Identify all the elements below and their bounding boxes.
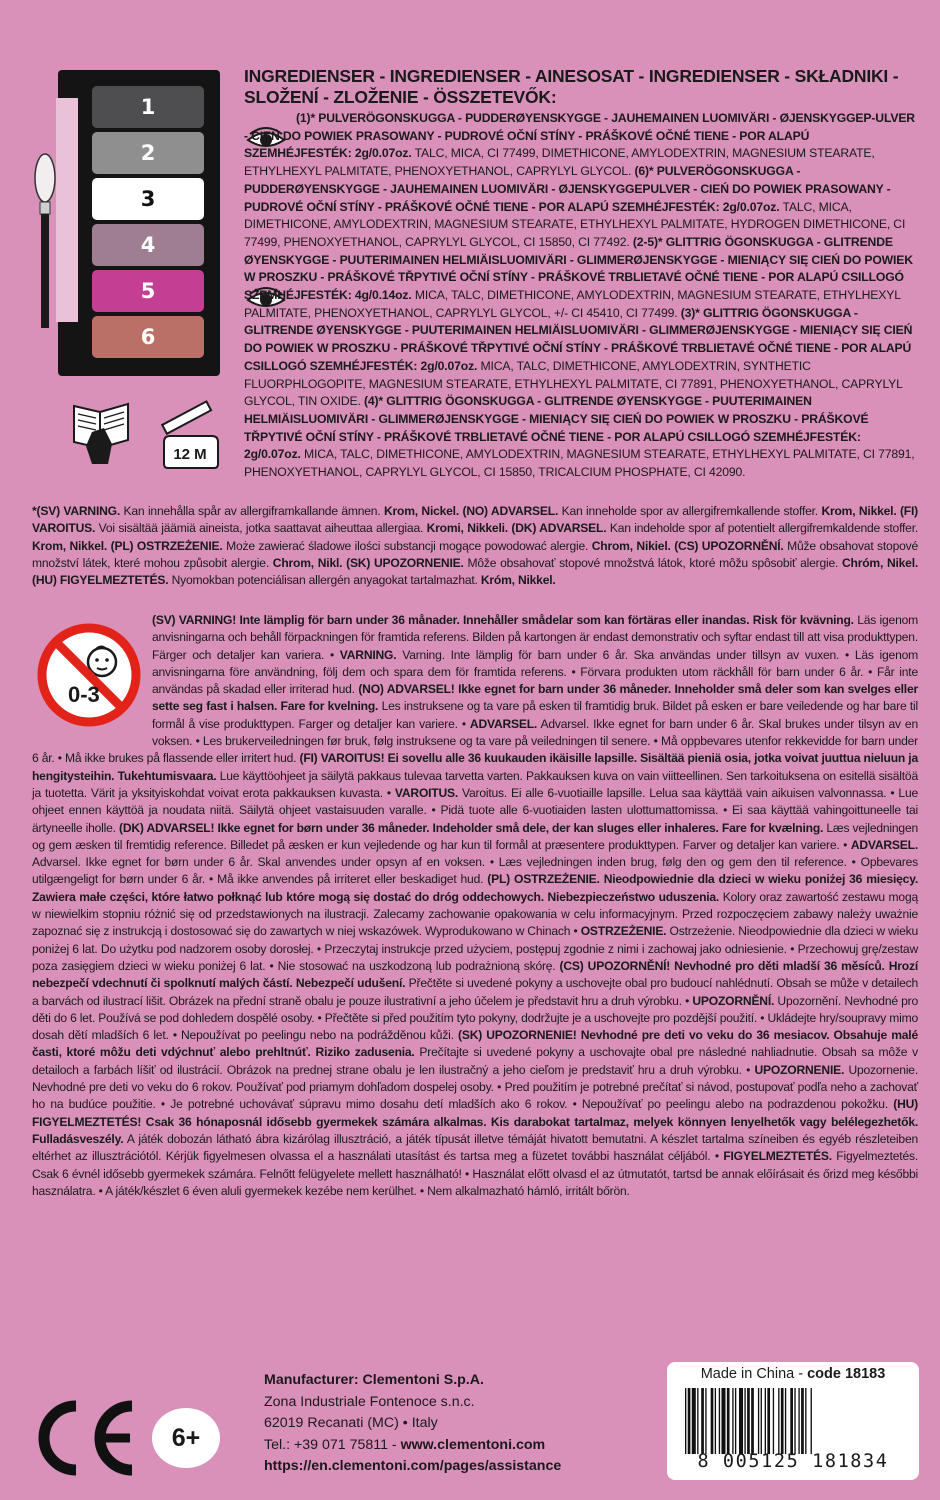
safety-warnings (32, 612, 918, 1200)
warning-sv-heading-2: VARNING. (339, 647, 397, 662)
allergy-sk-heading: (SK) UPOZORNENIE. (342, 555, 464, 570)
shade-6-name: (6)* PULVERÖGONSKUGGA - PUDDERØYENSKYGGE - JAUHEMAINEN LUOMIVÄRI - ØJENSKYGGEPULVER - CIEŃ DO POWIEK PRASOWANY - PUDROVÉ OČNÍ STÍNY - PRÁŠKOVÉ OČNÉ TIENE - POR ALAPÚ SZEMHÉJFESTÉK: 2g/0.07oz. (244, 164, 891, 214)
warning-sk-2: Upozornenie. Nevhodné pre deti vo veku do 6 rokov. Používať pod priamym dohľadom dospelej osoby. • Pred použitím je potrebné prečítať si návod, postupovať podľa neho a zachovať ho na budúce použitie. • Je potrebné uchovávať súpravu mimo dosahu detí mladších ako 6 rokov. • Nepoužívať po peelingu alebo na podrazdenou pokožku. (32, 1062, 918, 1112)
warning-sk-heading: (SK) UPOZORNENIE! Nevhodné pre deti vo veku do 36 mesiacov. Obsahuje malé časti, ktoré môžu deti vdýchnuť alebo prehltnúť. Riziko zadusenia. (32, 1028, 918, 1060)
allergy-dk: Kan indeholde spor af potentielt allergifremkaldende stoffer. (606, 521, 919, 536)
barcode-bar (705, 1388, 706, 1454)
age-badge: 6+ (152, 1408, 220, 1468)
allergy-sv: Kan innehålla spår av allergiframkallande ämnen. (120, 504, 384, 518)
barcode-bar (727, 1388, 730, 1454)
warning-no: Les instruksene og ta vare på esken til framtidig bruk. Bildet på esken er bare veiledende og har bare til formål å vise produkttypen. Farger og detaljer kan variere. • (152, 699, 918, 731)
warning-sv-2: Varning. Inte lämplig för barn under 6 år. Ska användas under tillsyn av vuxen. • Läs igenom anvisningarna före användning, följ dem och spara dem för framtida referens. • Förvara produkten utom räckhåll för barn under 6 år. • Får inte användas på skadad eller irriterad hud. (152, 647, 918, 697)
warning-fi-2: Varoitus. Ei alle 6-vuotiaille lapsille. Lelua saa käyttää vain aikuisen valvonnassa. • Lue ohjeet ennen käyttöä ja noudata niitä. Säilytä ohjeet vastaisuuden varalle. • Pidä tuote alle 6-vuotiaiden lasten ulottumattomissa. • Ei saa käyttää vahingoittuneelle tai ärtyneelle iholle. (32, 785, 918, 835)
barcode-bar (811, 1388, 812, 1454)
warning-cs-heading: (CS) UPOZORNĚNÍ! Nevhodné pro děti mladší 36 měsíců. Hrozí nebezpečí vdechnutí či spolknutí malých částí. Nebezpečí udušení. (32, 958, 918, 991)
icon-spacer (32, 612, 152, 734)
allergy-fi-heading: (FI) VAROITUS. (32, 504, 918, 536)
barcode-bar (692, 1388, 696, 1454)
barcode-bar (697, 1388, 698, 1454)
warning-hu-heading-2: FIGYELMEZTETÉS. (723, 1149, 832, 1164)
phone: Tel.: +39 071 75811 - (264, 1436, 401, 1453)
allergy-dk-metals: Krom, Nikkel. (32, 538, 108, 553)
allergy-hu-metals: Króm, Nikkel. (480, 573, 556, 588)
allergy-fi-metals: Kromi, Nikkeli. (426, 521, 508, 536)
barcode-bar (732, 1388, 733, 1454)
warning-dk-heading: (DK) ADVARSEL! Ikke egnet for børn under 36 måneder. Indeholder små dele, der kan sluges eller inhaleres. Fare for kvælning. (115, 820, 824, 835)
warning-pl-heading: (PL) OSTRZEŻENIE. Nieodpowiednie dla dzieci w wieku poniżej 36 miesięcy. Zawiera małe części, które łatwo połknąć lub które mogą się dostać do dróg oddechowych. Niebezpieczeństwo uduszenia. (32, 872, 918, 904)
warning-sv-heading: (SV) VARNING! Inte lämplig för barn under 36 månader. Innehåller smådelar som kan förtäras eller inandas. Risk för kvävning. (152, 613, 854, 627)
title-line-2: SLOŽENÍ - ZLOŽENIE - ÖSSZETEVŐK: (244, 87, 557, 107)
warning-hu-2: Figyelmeztetés. Csak 6 évnél idősebb gyermekek számára. Felnőtt felügyelete mellett használható! • Használat előtt olvasd el az útmutatót, tartsd be annak előírásait és őrizd meg későbbi használatra. • A játék/készlet 6 éven aluli gyermekek kezébe nem kerülhet. • Nem alkalmazható hámló, irritált bőrön. (32, 1149, 918, 1198)
barcode-bar (739, 1388, 743, 1454)
ce-mark-icon (30, 1398, 140, 1478)
allergy-fi: Voi sisältää jäämiä aineista, jotka saattavat aiheuttaa allergiaa. (95, 521, 427, 536)
barcode-bar (785, 1388, 786, 1454)
barcode-bar (805, 1388, 806, 1454)
allergy-cs-metals: Chrom, Nikl. (272, 555, 343, 570)
barcode-bar (715, 1388, 716, 1454)
shade-4-ingredients: MICA, TALC, DIMETHICONE, AMYLODEXTRIN, MAGNESIUM STEARATE, ETHYLHEXYL PALMITATE, CI 77891, PHENOXYETHANOL, CAPRYLYL GLYCOL, CI 15850, TRICALCIUM PHOSPHATE, CI 42090. (244, 447, 915, 480)
warning-no-heading: (NO) ADVARSEL! Ikke egnet for barn under 36 måneder. Inneholder små deler som kan svelges eller sette seg fast i halsen. Fare for kvelning. (152, 682, 918, 714)
ingredients-list (30, 110, 918, 502)
warning-dk-heading-2: ADVARSEL. (850, 837, 918, 852)
allergy-cs-heading: (CS) UPOZORNĚNÍ. (670, 538, 784, 553)
barcode-bar (751, 1388, 754, 1454)
barcode-bar (758, 1388, 759, 1454)
shade-label: 3 (140, 187, 156, 211)
barcode-bar (721, 1388, 725, 1454)
barcode-bar (735, 1388, 736, 1454)
allergy-pl-heading: (PL) OSTRZEŻENIE. (107, 538, 223, 553)
shade-3-ingredients: MICA, TALC, DIMETHICONE, AMYLODEXTRIN, SYNTHETIC FLUORPHLOGOPITE, MAGNESIUM STEARATE, ETHYLHEXYL PALMITATE, CI 77891, PHENOXYETHANOL, CAPRYLYL GLYCOL, TIN OXIDE. (244, 358, 903, 409)
made-in: Made in China - (700, 1366, 808, 1382)
title-line-1: INGREDIENSER - INGREDIENSER - AINESOSAT - INGREDIENSER - SKŁADNIKI - (244, 66, 899, 86)
ingredients-title (244, 66, 934, 108)
shade-1-name: (1)* PULVERÖGONSKUGGA - PUDDERØYENSKYGGE - JAUHEMAINEN LUOMIVÄRI - ØJENSKYGGEP-ULVER - CIEŃ DO POWIEK PRASOWANY - PUDROVÉ OČNÍ STÍNY - PRÁŠKOVÉ OČNÉ TIENE - POR ALAPÚ SZEMHÉJFESTÉK: 2g/0.07oz. (244, 111, 915, 161)
shade-label: 6 (140, 325, 156, 349)
assistance-link[interactable] (264, 1456, 664, 1478)
warning-hu: A játék dobozán látható ábra kizárólag illusztráció, a játék típusát illetve témáját hivatott bemutatni. A készlet tartalma színeiben és egyéb részleteiben eltérhet az illusztrációtól. Kérjük figyelmesen olvassa el a használati utasítást és tartsa meg a füzetet további használat céljából. • (32, 1131, 918, 1164)
warning-pl: Kolory oraz zawartość zestawu mogą w niewielkim stopniu różnić się od przedstawionych na ilustracji. Zalecamy zachowanie opakowania w celu informacyjnym. Przed rozpoczęciem zabawy należy uważnie zapoznać się z instrukcją i dostosować się do zawartych w niej wskazówek. Wyprodukowano w Chinach • (32, 889, 918, 939)
barcode-bar (781, 1388, 784, 1454)
warning-hu-heading: (HU) FIGYELMEZTETÉS! Csak 36 hónaposnál idősebb gyermekek számára alkalmas. Kis darabokat tartalmaz, melyek könnyen lenyelhetők vagy belélegezhetők. Fulladásveszély. (32, 1097, 918, 1146)
shade-2-5-ingredients: MICA, TALC, DIMETHICONE, AMYLODEXTRIN, MAGNESIUM STEARATE, ETHYLHEXYL PALMITATE, PHENOXYETHANOL, CAPRYLYL GLYCOL, +/- CI 45410, CI 77499. (244, 288, 901, 320)
shade-6-ingredients: TALC, MICA, DIMETHICONE, AMYLODEXTRIN, MAGNESIUM STEARATE, ETHYLHEXYL PALMITATE, HYDROGEN DIMETHICONE, CI 77499, PHENOXYETHANOL, CAPRYLYL GLYCOL, CI 15850, CI 77492. (244, 199, 906, 249)
product-code-line (667, 1366, 919, 1382)
shade-1-ingredients: TALC, MICA, CI 77499, DIMETHICONE, AMYLODEXTRIN, MAGNESIUM STEARATE, ETHYLHEXYL PALMITATE, PHENOXYETHANOL, CAPRYLYL GLYCOL. (244, 146, 875, 179)
warning-fi-heading-2: VAROITUS. (394, 785, 459, 800)
barcode-bar (778, 1388, 779, 1454)
barcode-bar (747, 1388, 750, 1454)
shade-4-name: (4)* GLITTRIG ÖGONSKUGGA - GLITRENDE ØYENSKYGGE - PUUTERIMAINEN HELMIÄISLUOMIVÄRI - GLIMMERØJENSKYGGE - MIENIĄCY SIĘ CIEŃ DO POWIEK W PROSZKU - PRÁŠKOVÉ TŘPYTIVÉ OČNÍ STÍNY - PRÁŠKOVÉ TRBLIETAVÉ OČNÉ TIENE - POR ALAPÚ CSILLOGÓ SZEMHÉJFESTÉK: 2g/0.07oz. (244, 394, 869, 462)
left-spacer (30, 110, 244, 502)
shade-2-5-name: (2-5)* GLITTRIG ÖGONSKUGGA - GLITRENDE ØYENSKYGGE - PUUTERIMAINEN HELMIÄISLUOMIVÄRI - GLIMMERØJENSKYGGE - MIENIĄCY SIĘ CIEŃ DO POWIEK W PROSZKU - PRÁŠKOVÉ TŘPYTIVÉ OČNÍ STÍNY - PRÁŠKOVÉ TRBLIETAVÉ OČNÉ TIENE - POR ALAPÚ CSILLOGÓ SZEMHÉJFESTÉK: 4g/0.14oz. (244, 234, 913, 303)
allergy-no: Kan inneholde spor av allergifremkallende stoffer. (558, 504, 822, 518)
barcode-bar (798, 1388, 799, 1454)
warning-dk-2: Advarsel. Ikke egnet for børn under 6 år. Skal anvendes under opsyn af en voksen. • Læs vejledningen inden brug, følg den og gem den til reference. • Opbevares utilgængeligt for børn under 6 år. • Må ikke anvendes på irriteret eller beskadiget hud. (32, 855, 918, 887)
barcode-icon (681, 1388, 905, 1454)
shade-label: 1 (140, 95, 156, 119)
manufacturer-info (264, 1370, 664, 1478)
barcode-bar (765, 1388, 766, 1454)
manufacturer-label: Manufacturer: (264, 1372, 363, 1388)
shade-label: 2 (140, 141, 156, 165)
warning-dk: Læs vejledningen og gem æsken til fremtidig reference. Billedet på æsken er kun vejledende og har kun til formål at præsentere produkttypen. Farver og detaljer kan variere. • (32, 820, 918, 852)
allergy-sk: Môže obsahovať stopové množstvá látok, ktoré môžu spôsobiť alergie. (463, 555, 842, 570)
allergy-no-heading: (NO) ADVARSEL. (459, 504, 559, 518)
barcode-digits: 8 005125 181834 (697, 1451, 889, 1472)
manufacturer-line (264, 1370, 664, 1392)
allergy-sv-heading: *(SV) VARNING. (32, 504, 121, 518)
barcode-bar (688, 1388, 691, 1454)
pao-label: 12 M (173, 446, 207, 463)
allergy-dk-heading: (DK) ADVARSEL. (507, 521, 607, 536)
website-link[interactable]: www.clementoni.com (400, 1436, 546, 1453)
barcode-bar (794, 1388, 795, 1454)
warning-no-heading-2: ADVARSEL. (469, 716, 538, 731)
barcode-bar (685, 1388, 686, 1454)
barcode-bar (701, 1388, 704, 1454)
warning-no-2: Advarsel. Ikke egnet for barn under 6 år. Skal brukes under tilsyn av en voksen. • Les brukerveiledningen før bruk, følg instruksene og ta vare på veiledningen til senere. • Må oppbevares utenfor rekkevidde for barn under 6 år. • Må ikke brukes på flassende eller irritert hud. (32, 716, 918, 766)
warning-pl-heading-2: OSTRZEŻENIE. (580, 924, 667, 939)
warning-pl-2: Ostrzeżenie. Nieodpowiednie dla dzieci w wieku poniżej 6 lat. Do użytku pod nadzorem osoby dorosłej. • Przeczytaj instrukcje przed użyciem, postępuj zgodnie z nimi i zachowaj jako odniesienie. • Przechowuj grę/zestaw poza zasięgiem dzieci w wieku poniżej 6 lat. • Nie stosować na uszkodzoną lub podrażnioną skórę. (32, 924, 918, 973)
allergy-hu-heading: (HU) FIGYELMEZTETÉS. (32, 573, 169, 588)
barcode-bar (801, 1388, 804, 1454)
allergy-pl: Może zawierać śladowe ilości substancji mogące powodować alergie. (222, 538, 592, 553)
product-code: code 18183 (807, 1366, 886, 1382)
barcode-bar (719, 1388, 720, 1454)
assistance-url[interactable]: https://en.clementoni.com/pages/assistance (264, 1458, 562, 1474)
address-line-1: Zona Industriale Fontenoce s.n.c. (264, 1393, 475, 1410)
barcode-bar (773, 1388, 774, 1454)
allergy-sv-metals: Krom, Nickel. (383, 504, 459, 518)
barcode-bar (711, 1388, 714, 1454)
address-line-2: 62019 Recanati (MC) • Italy (264, 1415, 438, 1431)
allergy-cs: Může obsahovat stopové množství látek, které mohou způsobit alergie. (32, 538, 918, 570)
barcode-bar (790, 1388, 793, 1454)
manufacturer-name: Clementoni S.p.A. (362, 1372, 484, 1388)
barcode-bar (744, 1388, 745, 1454)
allergy-pl-metals: Chrom, Nikiel. (591, 538, 671, 553)
shade-label: 5 (140, 279, 156, 303)
barcode-bar (767, 1388, 770, 1454)
warning-fi-heading: (FI) VAROITUS! Ei sovellu alle 36 kuukauden ikäisille lapsille. Sisältää pieniä osia, jotka voivat juuttua nieluun ja hengitysteihin. Tukehtumisvaara. (32, 751, 918, 783)
warning-sk: Prečítajte si uvedené pokyny a uschovajte obal pre následné nahliadnutie. Obsah sa môže v detailoch a farbách líšiť od ilustrácií. Obrázok na prednej strane obalu je len ilustračný a jeho cieľom je predstaviť hru a druh výrobku. • (32, 1045, 918, 1077)
warning-fi: Lue käyttöohjeet ja säilytä pakkaus tulevaa tarvetta varten. Pakkauksen kuva on vain viitteellinen. Sen tarkoituksena on esitellä sisältöä ja tuotetta. Värit ja yksityiskohdat voivat erota pakkauksen kuvasta. • (32, 768, 918, 800)
allergy-warning (32, 503, 918, 589)
warning-cs: Přečtěte si uvedené pokyny a uschovejte obal pro budoucí nahlédnutí. Obsah se může v detailech a barvách od ilustrací lišit. Obrázek na přední straně obalu je pouze ilustrativní a jeho účelem je představit hru a druh výrobku. • (32, 976, 918, 1008)
allergy-hu: Nyomokban potenciálisan allergén anyagokat tartalmazhat. (168, 573, 481, 588)
allergy-sk-metals: Chróm, Nikel. (842, 555, 919, 570)
age-range-label: 0-3 (68, 682, 100, 707)
allergy-no-metals: Krom, Nikkel. (821, 504, 897, 518)
warning-cs-heading-2: UPOZORNĚNÍ. (692, 993, 775, 1008)
contact-line (264, 1435, 664, 1457)
shade-label: 4 (140, 233, 156, 257)
warning-cs-2: Upozornění. Nevhodné pro děti do 6 let. Používá se pod dohledem dospělé osoby. • Přečtěte si před použitím tyto pokyny, dodržujte je a uschovejte pro pozdější použití. • Ukládejte hry/soupravy mimo dosah dětí mladších 6 let. • Nepoužívat po peelingu nebo na podrážděnou kůži. (32, 993, 918, 1043)
barcode-bar (761, 1388, 762, 1454)
warning-sv: Läs igenom anvisningarna och behåll förpackningen för framtida referens. Bilden på kartongen är endast demonstrativ och syftar endast till att visa produkttypen. Färger och detaljer kan variera. • (152, 613, 918, 662)
barcode-box (667, 1362, 919, 1480)
warning-sk-heading-2: UPOZORNENIE. (754, 1062, 845, 1077)
shade-3-name: (3)* GLITTRIG ÖGONSKUGGA - GLITRENDE ØYENSKYGGE - PUUTERIMAINEN HELMIÄISLUOMIVÄRI - GLIMMERØJENSKYGGE - MIENIĄCY SIĘ CIEŃ DO POWIEK W PROSZKU - PRÁŠKOVÉ TŘPYTIVÉ OČNÍ STÍNY - PRÁŠKOVÉ TRBLIETAVÉ OČNÉ TIENE - POR ALAPÚ CSILLOGÓ SZEMHÉJFESTÉK: 2g/0.07oz. (244, 305, 913, 373)
